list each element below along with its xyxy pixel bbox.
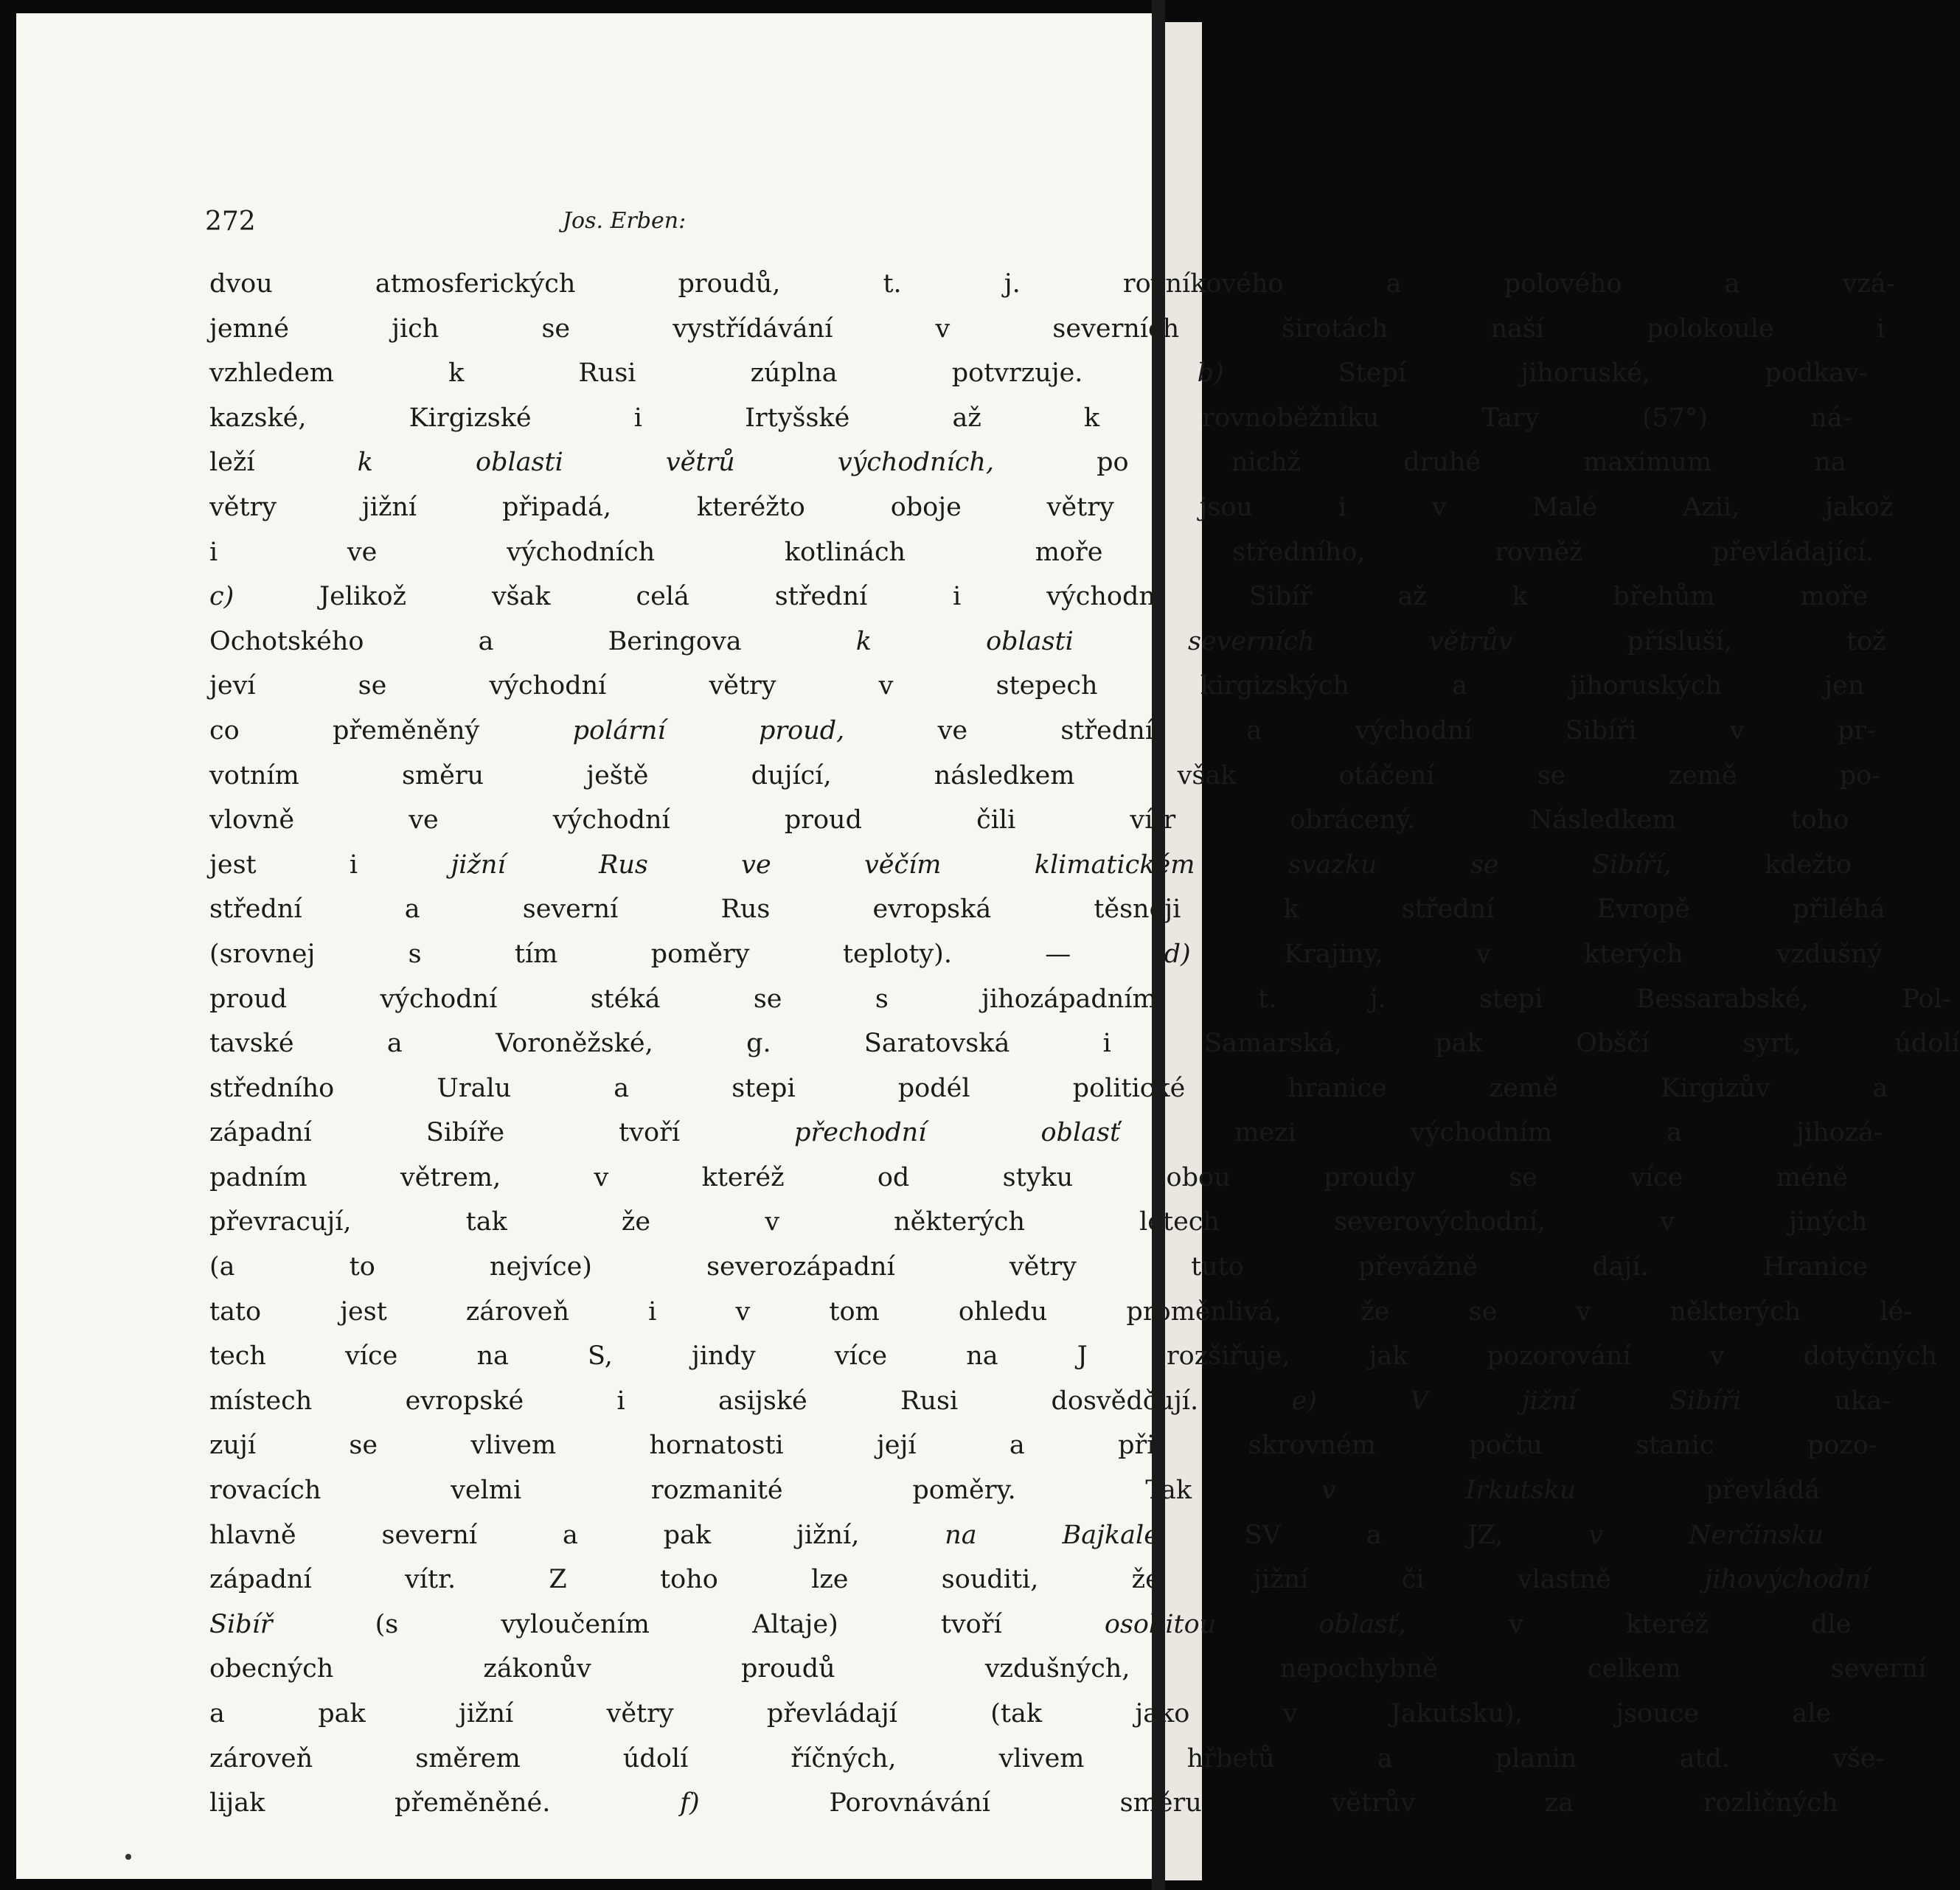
italic-text: b)	[1197, 358, 1224, 389]
text-line	[209, 932, 1883, 977]
text-run: kazské, Kirgizské i Irtyšské až k rovnoběžníku Tary (57°) ná-	[209, 403, 1852, 433]
text-line	[209, 1290, 1913, 1335]
text-run: ve střední a východní Sibíři v pr-	[844, 715, 1875, 746]
text-run: mezi východním a jihozá-	[1120, 1118, 1883, 1148]
text-line	[209, 351, 1868, 396]
text-run: proud východní stéká se s jihozápadním, t. j. stepi Bessarabské, Pol-	[209, 984, 1951, 1014]
text-run: i ve východních kotlinách moře středního, rovněž převládající.	[209, 537, 1874, 567]
text-line	[209, 754, 1881, 799]
text-line	[209, 574, 1869, 619]
italic-text: jihovýchodní	[1704, 1565, 1870, 1595]
text-line	[209, 1513, 1824, 1558]
text-line	[209, 1156, 1848, 1201]
text-line	[209, 1066, 1888, 1111]
text-run: padním větrem, v kteréž od styku obou proudy se více méně	[209, 1162, 1848, 1192]
italic-text: e)	[1291, 1386, 1317, 1416]
italic-text: přechodní oblasť	[794, 1118, 1121, 1148]
text-line	[209, 1111, 1883, 1156]
text-run: středního Uralu a stepi podél politické hranice země Kirgizův a	[209, 1073, 1888, 1103]
text-run: co přeměněný	[209, 715, 573, 746]
text-run: v kteréž dle	[1406, 1609, 1852, 1639]
text-run: tech více na S, jindy více na J rozšiřuje, jak pozorování v dotyčných	[209, 1341, 1938, 1372]
text-line	[209, 396, 1852, 441]
text-line	[209, 1379, 1891, 1424]
text-line	[209, 1692, 1832, 1737]
text-line	[209, 440, 1846, 485]
text-run: a pak jižní větry převládají (tak jako v Jakutsku), jsouce ale	[209, 1699, 1832, 1729]
text-run: leží	[209, 448, 358, 478]
text-run: zují se vlivem hornatosti její a při skrovném počtu stanic pozo-	[209, 1431, 1877, 1461]
italic-text: k oblasti severních větrův	[855, 626, 1513, 656]
text-run: tavské a Voroněžské, g. Saratovská i Samarská, pak Obščí syrt, údolí	[209, 1029, 1960, 1059]
text-line	[209, 619, 1886, 664]
text-run: tato jest zároveň i v tom ohledu proměnlivá, že se v některých lé-	[209, 1296, 1913, 1327]
text-line	[209, 1468, 1821, 1513]
text-run: votním směru ještě dující, následkem však otáčení se země po-	[209, 760, 1881, 791]
italic-text: Sibíř	[209, 1609, 273, 1639]
text-line	[209, 887, 1886, 932]
text-line	[209, 1334, 1938, 1379]
italic-text: na Bajkale	[945, 1520, 1159, 1550]
text-run: Ochotského a Beringova	[209, 626, 856, 656]
italic-text: d)	[1164, 939, 1191, 969]
text-run: Stepí jihoruské, podkav-	[1223, 358, 1868, 389]
text-line	[209, 1781, 1838, 1826]
text-run: jemné jich se vystřídávání v severních širotách naší polokoule i	[209, 313, 1885, 344]
page-header	[205, 198, 1060, 242]
print-speck	[125, 1854, 131, 1860]
text-run: (srovnej s tím poměry teploty). —	[209, 939, 1164, 969]
text-run: jeví se východní větry v stepech kirgizských a jihoruských jen	[209, 671, 1865, 701]
running-head: Jos. Erben:	[563, 208, 687, 234]
text-run: přísluší, tož	[1512, 626, 1886, 656]
text-line	[209, 485, 1894, 530]
page-number: 272	[205, 206, 256, 237]
text-run: západní vítr. Z toho lze souditi, že jižní či vlastně	[209, 1565, 1705, 1595]
text-line	[209, 1245, 1868, 1290]
text-line	[209, 1557, 1870, 1602]
italic-text: v Irkutsku	[1321, 1476, 1577, 1506]
text-run: vzhledem k Rusi zúplna potvrzuje.	[209, 358, 1198, 389]
text-run: obecných zákonův proudů vzdušných, nepochybně celkem severní	[209, 1654, 1927, 1684]
text-line	[209, 977, 1951, 1022]
text-run: místech evropské i asijské Rusi dosvědčují.	[209, 1386, 1292, 1416]
text-line	[209, 798, 1849, 843]
text-line	[209, 1647, 1927, 1692]
text-line	[209, 1021, 1960, 1066]
text-run: Jelikož však celá střední i východní Sibíř až k břehům moře	[234, 582, 1869, 612]
text-run: po nichž druhé maximum na	[994, 448, 1846, 478]
text-run	[1317, 1386, 1410, 1416]
text-run: dvou atmosferických proudů, t. j. rovníkového a polového a vzá-	[209, 269, 1895, 299]
text-line	[209, 843, 1852, 888]
text-line	[209, 1602, 1852, 1647]
text-line	[209, 1737, 1885, 1782]
text-run: (a to nejvíce) severozápadní větry tuto převážně dají. Hranice	[209, 1252, 1868, 1282]
text-line	[209, 1423, 1877, 1468]
italic-text: c)	[209, 582, 234, 612]
text-run: jest i	[209, 850, 451, 880]
italic-text: jižní Rus ve věčím klimatickém svazku se Sibíří,	[451, 850, 1672, 880]
italic-text: V jižní Sibíři	[1410, 1386, 1741, 1416]
text-line	[209, 1200, 1868, 1245]
text-run: převracují, tak že v některých létech severovýchodní, v jiných	[209, 1207, 1868, 1237]
text-run: Krajiny, v kterých vzdušný	[1190, 939, 1883, 969]
italic-text: polární proud,	[572, 715, 845, 746]
text-run: (s vyloučením Altaje) tvoří	[272, 1609, 1105, 1639]
text-run: zároveň směrem údolí říčných, vlivem hřbetů a planin atd. vše-	[209, 1743, 1885, 1773]
text-run: větry jižní připadá, kteréžto oboje větry jsou i v Malé Azii, jakož	[209, 492, 1894, 522]
text-line	[209, 307, 1885, 352]
text-run: hlavně severní a pak jižní,	[209, 1520, 945, 1550]
text-run: kdežto	[1671, 850, 1852, 880]
italic-text: k oblasti větrů východních,	[357, 448, 995, 478]
italic-text: f)	[680, 1788, 700, 1818]
text-run: vlovně ve východní proud čili vítr obrácený. Následkem toho	[209, 805, 1849, 835]
italic-text: v Nerčinsku	[1588, 1520, 1824, 1550]
text-run: západní Sibíře tvoří	[209, 1118, 795, 1148]
text-run: Porovnávání směru větrův za rozličných	[699, 1788, 1838, 1818]
italic-text: osobitou oblasť,	[1104, 1609, 1407, 1639]
text-run: uka-	[1741, 1386, 1891, 1416]
body-text	[209, 262, 1960, 1826]
text-run: lijak přeměněné.	[209, 1788, 681, 1818]
text-run: SV a JZ,	[1158, 1520, 1589, 1550]
text-run: převládá	[1576, 1476, 1821, 1506]
text-line	[209, 530, 1874, 575]
text-line	[209, 262, 1895, 307]
text-line	[209, 664, 1865, 709]
text-run: rovacích velmi rozmanité poměry. Tak	[209, 1476, 1321, 1506]
text-run: střední a severní Rus evropská těsněji k střední Evropě přiléhá	[209, 894, 1886, 925]
text-line	[209, 709, 1875, 754]
